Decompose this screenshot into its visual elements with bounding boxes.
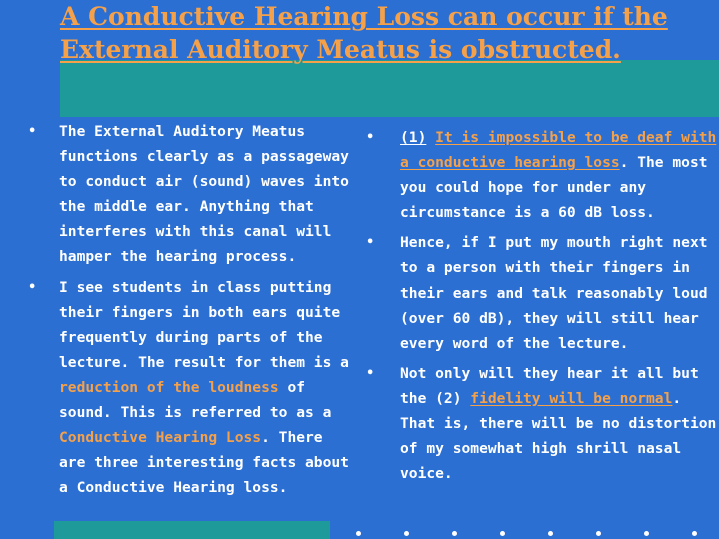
bullet-text: The External Auditory Meatus functions clearly as a passageway to conduct air (sound) waves into the middle ear. Anything that interferes with this canal will hamper the hearing process.: [59, 123, 349, 266]
highlighted-fact: fidelity will be normal: [470, 389, 673, 407]
bullet-item: [366, 361, 718, 486]
bullet-text: Not only will they hear it all but the (2): [400, 364, 699, 407]
fact-number: (1): [400, 129, 427, 146]
dot-icon: [644, 531, 649, 536]
bullet-item: [366, 230, 718, 355]
decorative-dots: [356, 531, 719, 539]
dot-icon: [404, 531, 409, 536]
bullet-icon: •: [366, 365, 375, 381]
bullet-icon: •: [28, 279, 37, 295]
bullet-icon: •: [28, 124, 37, 139]
highlighted-term: Conductive Hearing Loss: [59, 429, 262, 447]
dot-icon: [548, 531, 553, 536]
dot-icon: [692, 531, 697, 536]
bullet-text: of sound. This is referred to as a: [59, 378, 332, 422]
bullet-text: . There are three interesting facts about a Conductive Hearing loss.: [59, 429, 349, 497]
dot-icon: [500, 531, 505, 536]
bullet-item: [28, 119, 350, 270]
highlighted-phrase: reduction of the loudness: [59, 378, 279, 396]
left-column: [28, 119, 350, 505]
bullet-text: . The most you could hope for under any circumstance is a 60 dB loss.: [400, 154, 708, 222]
bullet-item: [366, 125, 718, 225]
bullet-icon: •: [366, 130, 375, 145]
right-column: [366, 125, 718, 491]
bullet-text: I see students in class putting their fingers in both ears quite frequently during parts of the lecture. The result for them is a: [59, 278, 349, 371]
bullet-icon: •: [366, 235, 375, 251]
slide-title: A Conductive Hearing Loss can occur if the External Auditory Meatus is obstructed.: [60, 2, 668, 64]
title-band: [60, 60, 719, 117]
dot-icon: [356, 531, 361, 536]
bullet-text: . That is, there will be no distortion of my somewhat high shrill nasal voice.: [400, 389, 717, 483]
highlighted-fact: It is impossible to be deaf with a conductive hearing loss: [400, 129, 717, 172]
dot-icon: [596, 531, 601, 536]
bullet-item: [28, 275, 350, 501]
footer-band: [54, 521, 330, 539]
bullet-text: Hence, if I put my mouth right next to a person with their fingers in their ears and talk reasonably loud (over 60 dB), they will still hear every word of the lecture.: [400, 234, 708, 352]
dot-icon: [452, 531, 457, 536]
